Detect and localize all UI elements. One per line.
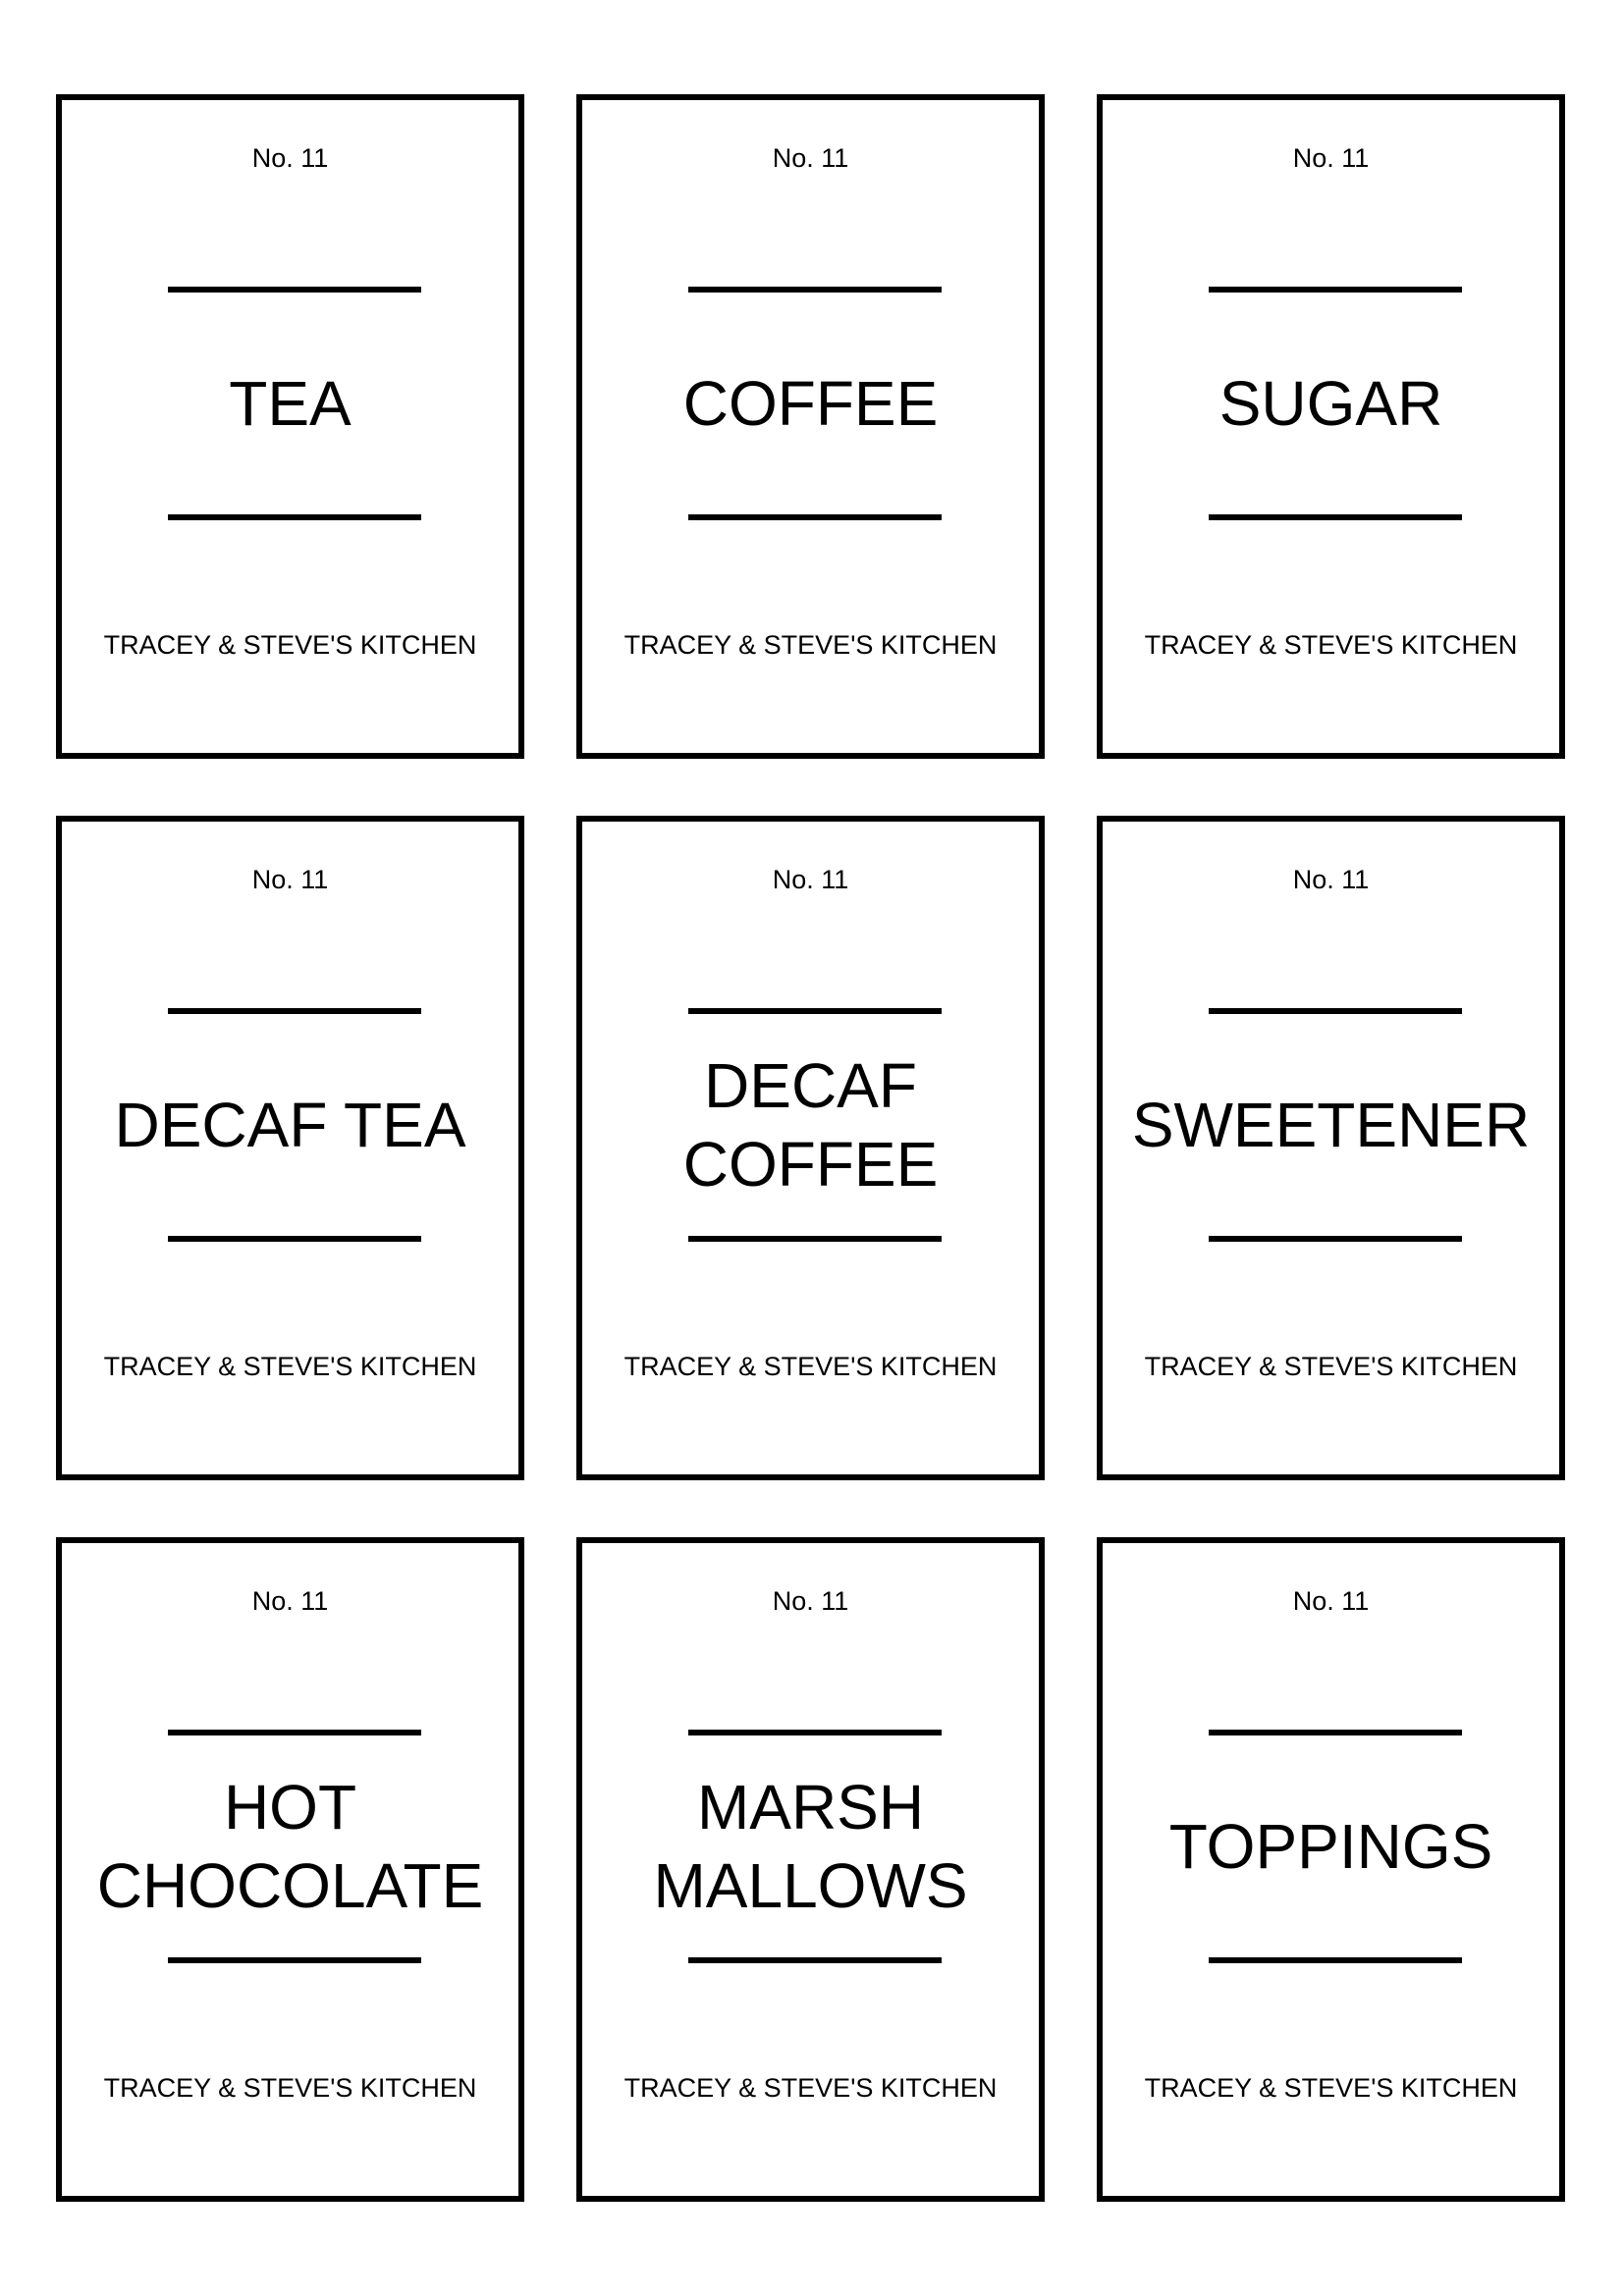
label-number: No. 11 bbox=[251, 143, 329, 173]
divider-line bbox=[168, 1236, 421, 1242]
kitchen-name: TRACEY & STEVE'S KITCHEN bbox=[1144, 1352, 1518, 1381]
label-number: No. 11 bbox=[1292, 1586, 1370, 1616]
divider-line bbox=[1209, 514, 1462, 520]
label-card bbox=[576, 94, 1045, 759]
label-number: No. 11 bbox=[251, 865, 329, 894]
kitchen-name: TRACEY & STEVE'S KITCHEN bbox=[103, 1352, 477, 1381]
label-card bbox=[56, 816, 524, 1480]
kitchen-name: TRACEY & STEVE'S KITCHEN bbox=[623, 2073, 998, 2103]
label-card bbox=[576, 816, 1045, 1480]
label-name: SWEETENER bbox=[1131, 1090, 1531, 1160]
divider-line bbox=[168, 514, 421, 520]
label-card bbox=[576, 1537, 1045, 2202]
kitchen-name: TRACEY & STEVE'S KITCHEN bbox=[1144, 2073, 1518, 2103]
label-name: TOPPINGS bbox=[1168, 1811, 1493, 1882]
kitchen-name: TRACEY & STEVE'S KITCHEN bbox=[103, 2073, 477, 2103]
divider-line bbox=[688, 1236, 942, 1242]
label-card bbox=[1097, 816, 1565, 1480]
divider-line bbox=[1209, 1957, 1462, 1963]
divider-line bbox=[1209, 1236, 1462, 1242]
kitchen-name: TRACEY & STEVE'S KITCHEN bbox=[623, 1352, 998, 1381]
kitchen-name: TRACEY & STEVE'S KITCHEN bbox=[103, 630, 477, 660]
label-card bbox=[56, 1537, 524, 2202]
label-name: HOT CHOCOLATE bbox=[96, 1772, 484, 1921]
label-name: TEA bbox=[229, 368, 352, 439]
label-number: No. 11 bbox=[772, 1586, 849, 1616]
label-card bbox=[1097, 94, 1565, 759]
label-number: No. 11 bbox=[772, 865, 849, 894]
label-number: No. 11 bbox=[1292, 865, 1370, 894]
label-name: DECAF COFFEE bbox=[682, 1050, 939, 1200]
label-number: No. 11 bbox=[251, 1586, 329, 1616]
label-name: DECAF TEA bbox=[114, 1090, 466, 1160]
label-card bbox=[56, 94, 524, 759]
label-number: No. 11 bbox=[772, 143, 849, 173]
kitchen-name: TRACEY & STEVE'S KITCHEN bbox=[623, 630, 998, 660]
divider-line bbox=[688, 514, 942, 520]
label-card bbox=[1097, 1537, 1565, 2202]
label-number: No. 11 bbox=[1292, 143, 1370, 173]
divider-line bbox=[688, 1957, 942, 1963]
kitchen-name: TRACEY & STEVE'S KITCHEN bbox=[1144, 630, 1518, 660]
label-name: COFFEE bbox=[682, 368, 939, 439]
divider-line bbox=[168, 1957, 421, 1963]
label-name: SUGAR bbox=[1218, 368, 1443, 439]
label-name: MARSH MALLOWS bbox=[653, 1772, 968, 1921]
